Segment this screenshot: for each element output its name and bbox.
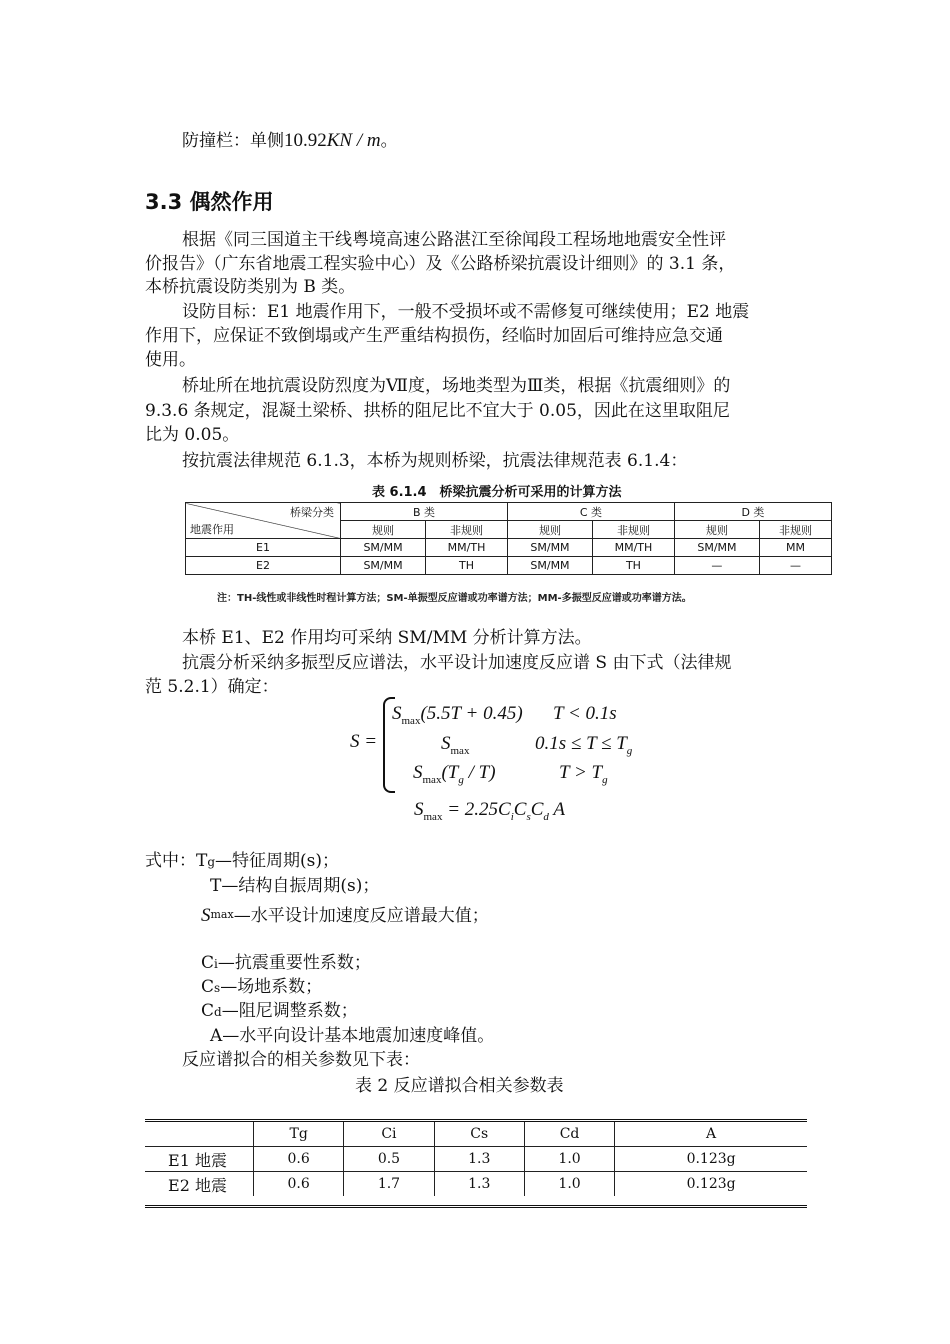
table614-cell: TH: [426, 557, 508, 575]
def-ci: Ci—抗震重要性系数；: [201, 953, 371, 973]
table2-cell: 0.6: [254, 1147, 344, 1172]
table614-title: 表 6.1.4 桥梁抗震分析可采用的计算方法: [372, 485, 622, 500]
p2-line3: 使用。: [145, 350, 196, 370]
table614-cell: SM/MM: [674, 539, 759, 557]
p1-line3: 本桥抗震设防类别为 B 类。: [145, 277, 356, 297]
guardrail-prefix: 防撞栏：单侧: [182, 131, 284, 151]
table614: [185, 502, 832, 575]
table614-row: [186, 557, 832, 575]
def-cs: Cs—场地系数；: [201, 977, 323, 997]
table2-cell: 1.0: [524, 1172, 614, 1197]
p7: 反应谱拟合的相关参数见下表：: [182, 1050, 420, 1070]
table2-row: [145, 1147, 807, 1172]
p2-line1: 设防目标：E1 地震作用下，一般不受损坏或不需修复可继续使用；E2 地震: [182, 302, 750, 322]
guardrail-end: 。: [380, 131, 398, 151]
table2-row-label: E2 地震: [168, 1175, 227, 1195]
guardrail-unit: KN / m: [326, 130, 381, 151]
table2-cell: 0.5: [344, 1147, 434, 1172]
def-t: T—结构自振周期(s)；: [210, 876, 380, 896]
table2-bottom-rule: [145, 1205, 807, 1208]
table2-cell: 0.123g: [615, 1147, 807, 1172]
table2-header: Ci: [344, 1122, 434, 1147]
def-cd: Cd—阻尼调整系数；: [201, 1001, 358, 1021]
formula-case3: $S_{max}(T_g / T)$: [413, 762, 496, 786]
table614-subheader: 非规则: [426, 521, 508, 539]
p2-line2: 作用下，应保证不致倒塌或产生严重结构损伤，经临时加固后可维持应急交通: [145, 326, 723, 346]
table614-subheader: 规则: [341, 521, 426, 539]
table614-cell: —: [759, 557, 831, 575]
table614-cell: SM/MM: [507, 539, 592, 557]
formula-smax: $S_{max} = 2.25C_iC_sC_d$ A: [414, 799, 565, 823]
table614-subheader: 规则: [507, 521, 592, 539]
formula-lhs: S =: [350, 731, 378, 752]
table2-header-row: [145, 1122, 807, 1147]
table614-row-label: E2: [186, 557, 341, 575]
table614-subheader: 规则: [674, 521, 759, 539]
p3-line1: 桥址所在地抗震设防烈度为Ⅶ度，场地类型为Ⅲ类，根据《抗震细则》的: [182, 376, 731, 396]
table614-row-label: E1: [186, 539, 341, 557]
table2-cell: 1.7: [344, 1172, 434, 1197]
table2-row-label: E1 地震: [145, 1147, 254, 1172]
p3-line2: 9.3.6 条规定，混凝土梁桥、拱桥的阻尼比不宜大于 0.05，因此在这里取阻尼: [145, 401, 730, 421]
table614-cell: MM: [759, 539, 831, 557]
def-smax: Smax—水平设计加速度反应谱最大值；: [201, 905, 489, 926]
table614-group: B 类: [341, 503, 508, 521]
table2-row: [145, 1172, 807, 1197]
p1-line1: 根据《同三国道主干线粤境高速公路湛江至徐闻段工程场地地震安全性评: [182, 230, 726, 250]
guardrail-value: 10.92: [284, 130, 327, 151]
table614-row: [186, 539, 832, 557]
table614-cell: —: [674, 557, 759, 575]
table2-header: Tg: [254, 1122, 344, 1147]
table2-cell: 0.123g: [615, 1172, 807, 1197]
table614-cell: SM/MM: [341, 539, 426, 557]
table2-caption: 表 2 反应谱拟合相关参数表: [355, 1076, 564, 1096]
table2-cell: 1.3: [434, 1147, 524, 1172]
section-heading: 3.3 偶然作用: [145, 190, 274, 214]
formula-case1: $S_{max}(5.5T + 0.45)$: [392, 703, 523, 727]
def-tg: 式中：Tg—特征周期(s)；: [145, 851, 340, 871]
table614-note: 注：TH-线性或非线性时程计算方法；SM-单振型反应谱或功率谱方法；MM-多振型反应谱或功率谱方法。: [217, 593, 692, 604]
p1-line2: 价报告》（广东省地震工程实验中心）及《公路桥梁抗震设计细则》的 3.1 条，: [145, 254, 736, 274]
table2-cell: 1.0: [524, 1147, 614, 1172]
p5: 本桥 E1、E2 作用均可采纳 SM/MM 分析计算方法。: [182, 628, 592, 648]
table614-group: D 类: [674, 503, 831, 521]
table614-corner-bottom: 地震作用: [190, 523, 234, 536]
table614-cell: MM/TH: [426, 539, 508, 557]
p6-line1: 抗震分析采纳多振型反应谱法，水平设计加速度反应谱 S 由下式（法律规: [182, 653, 732, 673]
table2-cell: 1.3: [434, 1172, 524, 1197]
table614-cell: SM/MM: [507, 557, 592, 575]
formula-case3-cond: $T > T_g$: [559, 762, 608, 786]
formula-case2: $S_{max}$: [441, 733, 470, 757]
table614-group: C 类: [507, 503, 674, 521]
guardrail-line: [182, 129, 398, 153]
table2: [145, 1122, 807, 1196]
table2-header: Cs: [434, 1122, 524, 1147]
table614-corner: [186, 503, 341, 539]
table614-cell: MM/TH: [593, 539, 675, 557]
table2-header: Cd: [524, 1122, 614, 1147]
p6-line2: 范 5.2.1）确定：: [145, 677, 279, 697]
table614-cell: TH: [593, 557, 675, 575]
def-a: A—水平向设计基本地震加速度峰值。: [210, 1026, 495, 1046]
table614-corner-top: 桥梁分类: [290, 506, 334, 519]
formula-case2-cond: $0.1s \le T \le T_g$: [535, 733, 633, 757]
table614-subheader: 非规则: [759, 521, 831, 539]
table2-cell: 0.6: [254, 1172, 344, 1197]
formula-case1-cond: T < 0.1s: [553, 703, 617, 724]
table2-header: A: [615, 1122, 807, 1147]
p3-line3: 比为 0.05。: [145, 425, 240, 445]
table614-cell: SM/MM: [341, 557, 426, 575]
table2-header: [145, 1122, 254, 1147]
p4: 按抗震法律规范 6.1.3，本桥为规则桥梁，抗震法律规范表 6.1.4：: [182, 451, 688, 471]
table614-subheader: 非规则: [593, 521, 675, 539]
